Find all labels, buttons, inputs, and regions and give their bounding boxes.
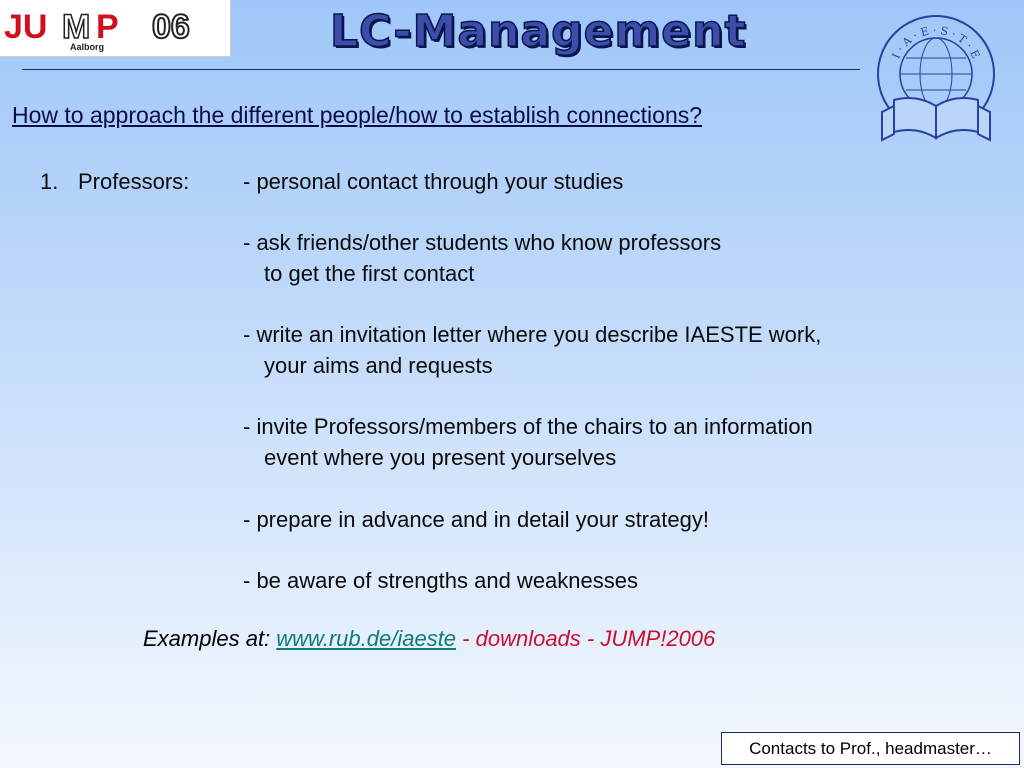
list-label: Professors: xyxy=(78,169,190,194)
iaeste-emblem xyxy=(874,14,998,146)
bullet-line-continuation: your aims and requests xyxy=(264,353,493,378)
book-icon xyxy=(882,98,990,140)
examples-prefix: Examples at: xyxy=(143,626,277,651)
svg-text:M: M xyxy=(62,8,91,46)
list-number: 1. xyxy=(40,169,59,194)
bullet-line: - invite Professors/members of the chairs to an information xyxy=(243,414,813,439)
bullet-line: - prepare in advance and in detail your strategy! xyxy=(243,507,709,532)
svg-text:JU: JU xyxy=(4,8,48,46)
section-heading: How to approach the different people/how to establish connections? xyxy=(12,102,703,128)
logo-city: Aalborg xyxy=(70,42,105,52)
slide-title: LC-Management xyxy=(330,6,747,57)
bullet-line-continuation: event where you present yourselves xyxy=(264,445,617,470)
bullet-line: - ask friends/other students who know professors xyxy=(243,230,722,255)
bullet-line: - be aware of strengths and weaknesses xyxy=(243,568,639,593)
bullet-line: - personal contact through your studies xyxy=(243,169,624,194)
bullet-line: - write an invitation letter where you describe IAESTE work, xyxy=(243,322,822,347)
title-divider xyxy=(22,69,860,70)
svg-text:06: 06 xyxy=(152,8,190,46)
jump-logo-graphic xyxy=(0,0,230,56)
svg-text:I · A · E · S · T · E xyxy=(890,24,983,61)
examples-suffix: - downloads - JUMP!2006 xyxy=(456,626,716,651)
jump-logo xyxy=(0,0,231,57)
contacts-button[interactable]: Contacts to Prof., headmaster… xyxy=(721,732,1020,765)
emblem-text: I · A · E · S · T · E xyxy=(889,23,983,61)
bullet-line-continuation: to get the first contact xyxy=(264,261,475,286)
examples-link[interactable]: www.rub.de/iaeste xyxy=(276,626,457,651)
examples-line xyxy=(143,626,715,652)
svg-text:P: P xyxy=(96,8,119,46)
